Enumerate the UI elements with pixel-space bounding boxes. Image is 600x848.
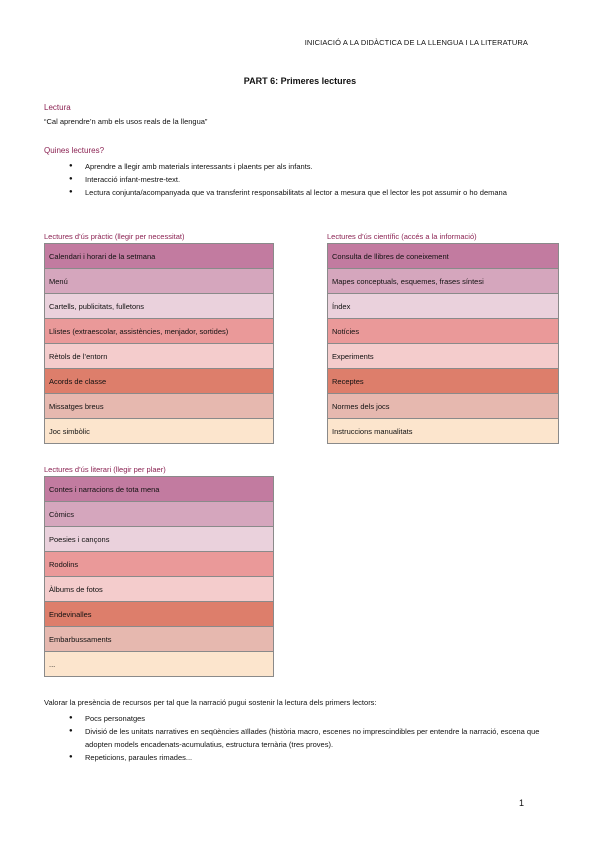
- page-number: 1: [519, 798, 525, 808]
- table-row: ...: [45, 652, 274, 677]
- table-row: Notícies: [328, 319, 559, 344]
- table-row: Consulta de llibres de coneixement: [328, 244, 559, 269]
- quines-list: [44, 160, 564, 199]
- table-row: Poesies i cançons: [45, 527, 274, 552]
- table-row: Àlbums de fotos: [45, 577, 274, 602]
- literari-heading: Lectures d’ús literari (llegir per plaer): [44, 465, 166, 474]
- list-item: ● Divisió de les unitats narratives en seqüències aïllades (història macro, escenes no imprescindibles per entendre la narració, escena que adopten models encadenats-acumulatius, estructura ternària (tres proves).: [44, 725, 564, 751]
- cientific-heading: Lectures d’ús científic (accés a la informació): [327, 232, 477, 241]
- document-header: INICIACIÓ A LA DIDÀCTICA DE LA LLENGUA I LA LITERATURA: [304, 38, 528, 47]
- table-row: Rodolins: [45, 552, 274, 577]
- table-row: Receptes: [328, 369, 559, 394]
- quines-heading: Quines lectures?: [44, 146, 105, 155]
- table-row: Joc simbòlic: [45, 419, 274, 444]
- valorar-list: [44, 712, 564, 764]
- table-row: Menú: [45, 269, 274, 294]
- table-row: Normes dels jocs: [328, 394, 559, 419]
- lectura-quote: “Cal aprendre’n amb els usos reals de la llengua”: [44, 117, 208, 126]
- table-row: Experiments: [328, 344, 559, 369]
- practic-table: [44, 243, 274, 444]
- practic-heading: Lectures d’ús pràctic (llegir per necessitat): [44, 232, 185, 241]
- valorar-intro: Valorar la presència de recursos per tal que la narració pugui sostenir la lectura dels primers lectors:: [44, 698, 377, 707]
- table-row: Còmics: [45, 502, 274, 527]
- table-row: Llistes (extraescolar, assistències, menjador, sortides): [45, 319, 274, 344]
- table-row: Endevinalles: [45, 602, 274, 627]
- table-row: Embarbussaments: [45, 627, 274, 652]
- table-row: Instruccions manualitats: [328, 419, 559, 444]
- table-row: Acords de classe: [45, 369, 274, 394]
- table-row: Rètols de l’entorn: [45, 344, 274, 369]
- table-row: Mapes conceptuals, esquemes, frases síntesi: [328, 269, 559, 294]
- cientific-table: [327, 243, 559, 444]
- table-row: Calendari i horari de la setmana: [45, 244, 274, 269]
- list-item: ● Repeticions, paraules rimades...: [44, 751, 564, 764]
- table-row: Índex: [328, 294, 559, 319]
- list-item: ● Aprendre a llegir amb materials interessants i plaents per als infants.: [44, 160, 564, 173]
- table-row: Contes i narracions de tota mena: [45, 477, 274, 502]
- table-row: Missatges breus: [45, 394, 274, 419]
- lectura-heading: Lectura: [44, 103, 71, 112]
- list-item: ● Interacció infant-mestre-text.: [44, 173, 564, 186]
- part-title: PART 6: Primeres lectures: [243, 76, 357, 86]
- list-item: ● Lectura conjunta/acompanyada que va transferint responsabilitats al lector a mesura que el lector les pot assumir o ho demana: [44, 186, 564, 199]
- list-item: ● Pocs personatges: [44, 712, 564, 725]
- table-row: Cartells, publicitats, fulletons: [45, 294, 274, 319]
- literari-table: [44, 476, 274, 677]
